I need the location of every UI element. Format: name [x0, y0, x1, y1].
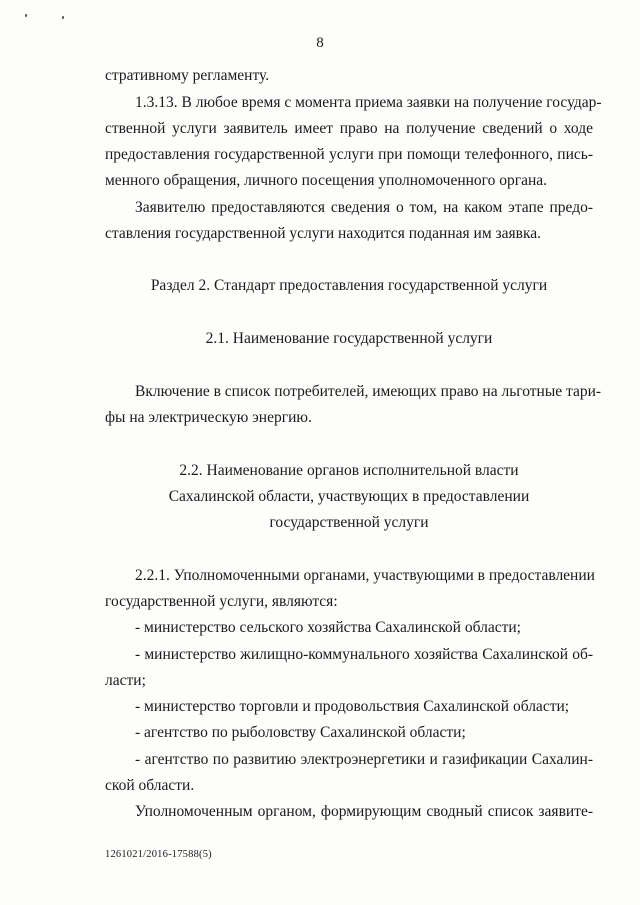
subsection-heading: 2.1. Наименование государственной услуги [205, 330, 493, 347]
text-line: Включение в список потребителей, имеющих право на льготные тари- [135, 383, 602, 400]
text-line: Уполномоченным органом, формирующим сводный список заявите- [135, 803, 593, 820]
text-line: фы на электрическую энергию. [105, 409, 312, 426]
page-number: 8 [316, 35, 324, 51]
scan-speck [25, 14, 27, 17]
section-heading: Раздел 2. Стандарт предоставления государственной услуги [150, 277, 548, 294]
subsection-heading: 2.2. Наименование органов исполнительной власти [179, 462, 519, 479]
subsection-heading: государственной услуги [269, 514, 429, 531]
text-line: ласти; [105, 672, 146, 689]
text-line: Заявителю предоставляются сведения о том, на каком этапе предо- [135, 199, 593, 216]
text-line: ской области. [105, 777, 195, 794]
subsection-heading: Сахалинской области, участвующих в предоставлении [168, 488, 530, 505]
text-line: 2.2.1. Уполномоченными органами, участвующими в предоставлении [135, 567, 595, 584]
text-line: 1.3.13. В любое время с момента приема заявки на получение государ- [135, 94, 602, 111]
list-item: - министерство сельского хозяйства Сахалинской области; [135, 619, 521, 636]
text-line: стративному регламенту. [105, 67, 270, 84]
scan-speck [62, 16, 64, 19]
text-line: государственной услуги, являются: [105, 593, 338, 610]
list-item: - агентство по рыболовству Сахалинской области; [135, 724, 466, 741]
text-line: ственной услуги заявитель имеет право на получение сведений о ходе [105, 120, 593, 137]
text-line: менного обращения, личного посещения уполномоченного органа. [105, 172, 548, 189]
text-line: предоставления государственной услуги при помощи телефонного, пись- [105, 146, 593, 163]
list-item: - министерство торговли и продовольствия Сахалинской области; [135, 698, 570, 715]
document-footer-code: 1261021/2016-17588(5) [105, 849, 212, 860]
list-item: - министерство жилищно-коммунального хозяйства Сахалинской об- [135, 646, 593, 663]
list-item: - агентство по развитию электроэнергетики и газификации Сахалин- [135, 751, 593, 768]
text-line: ставления государственной услуги находится поданная им заявка. [105, 225, 542, 242]
